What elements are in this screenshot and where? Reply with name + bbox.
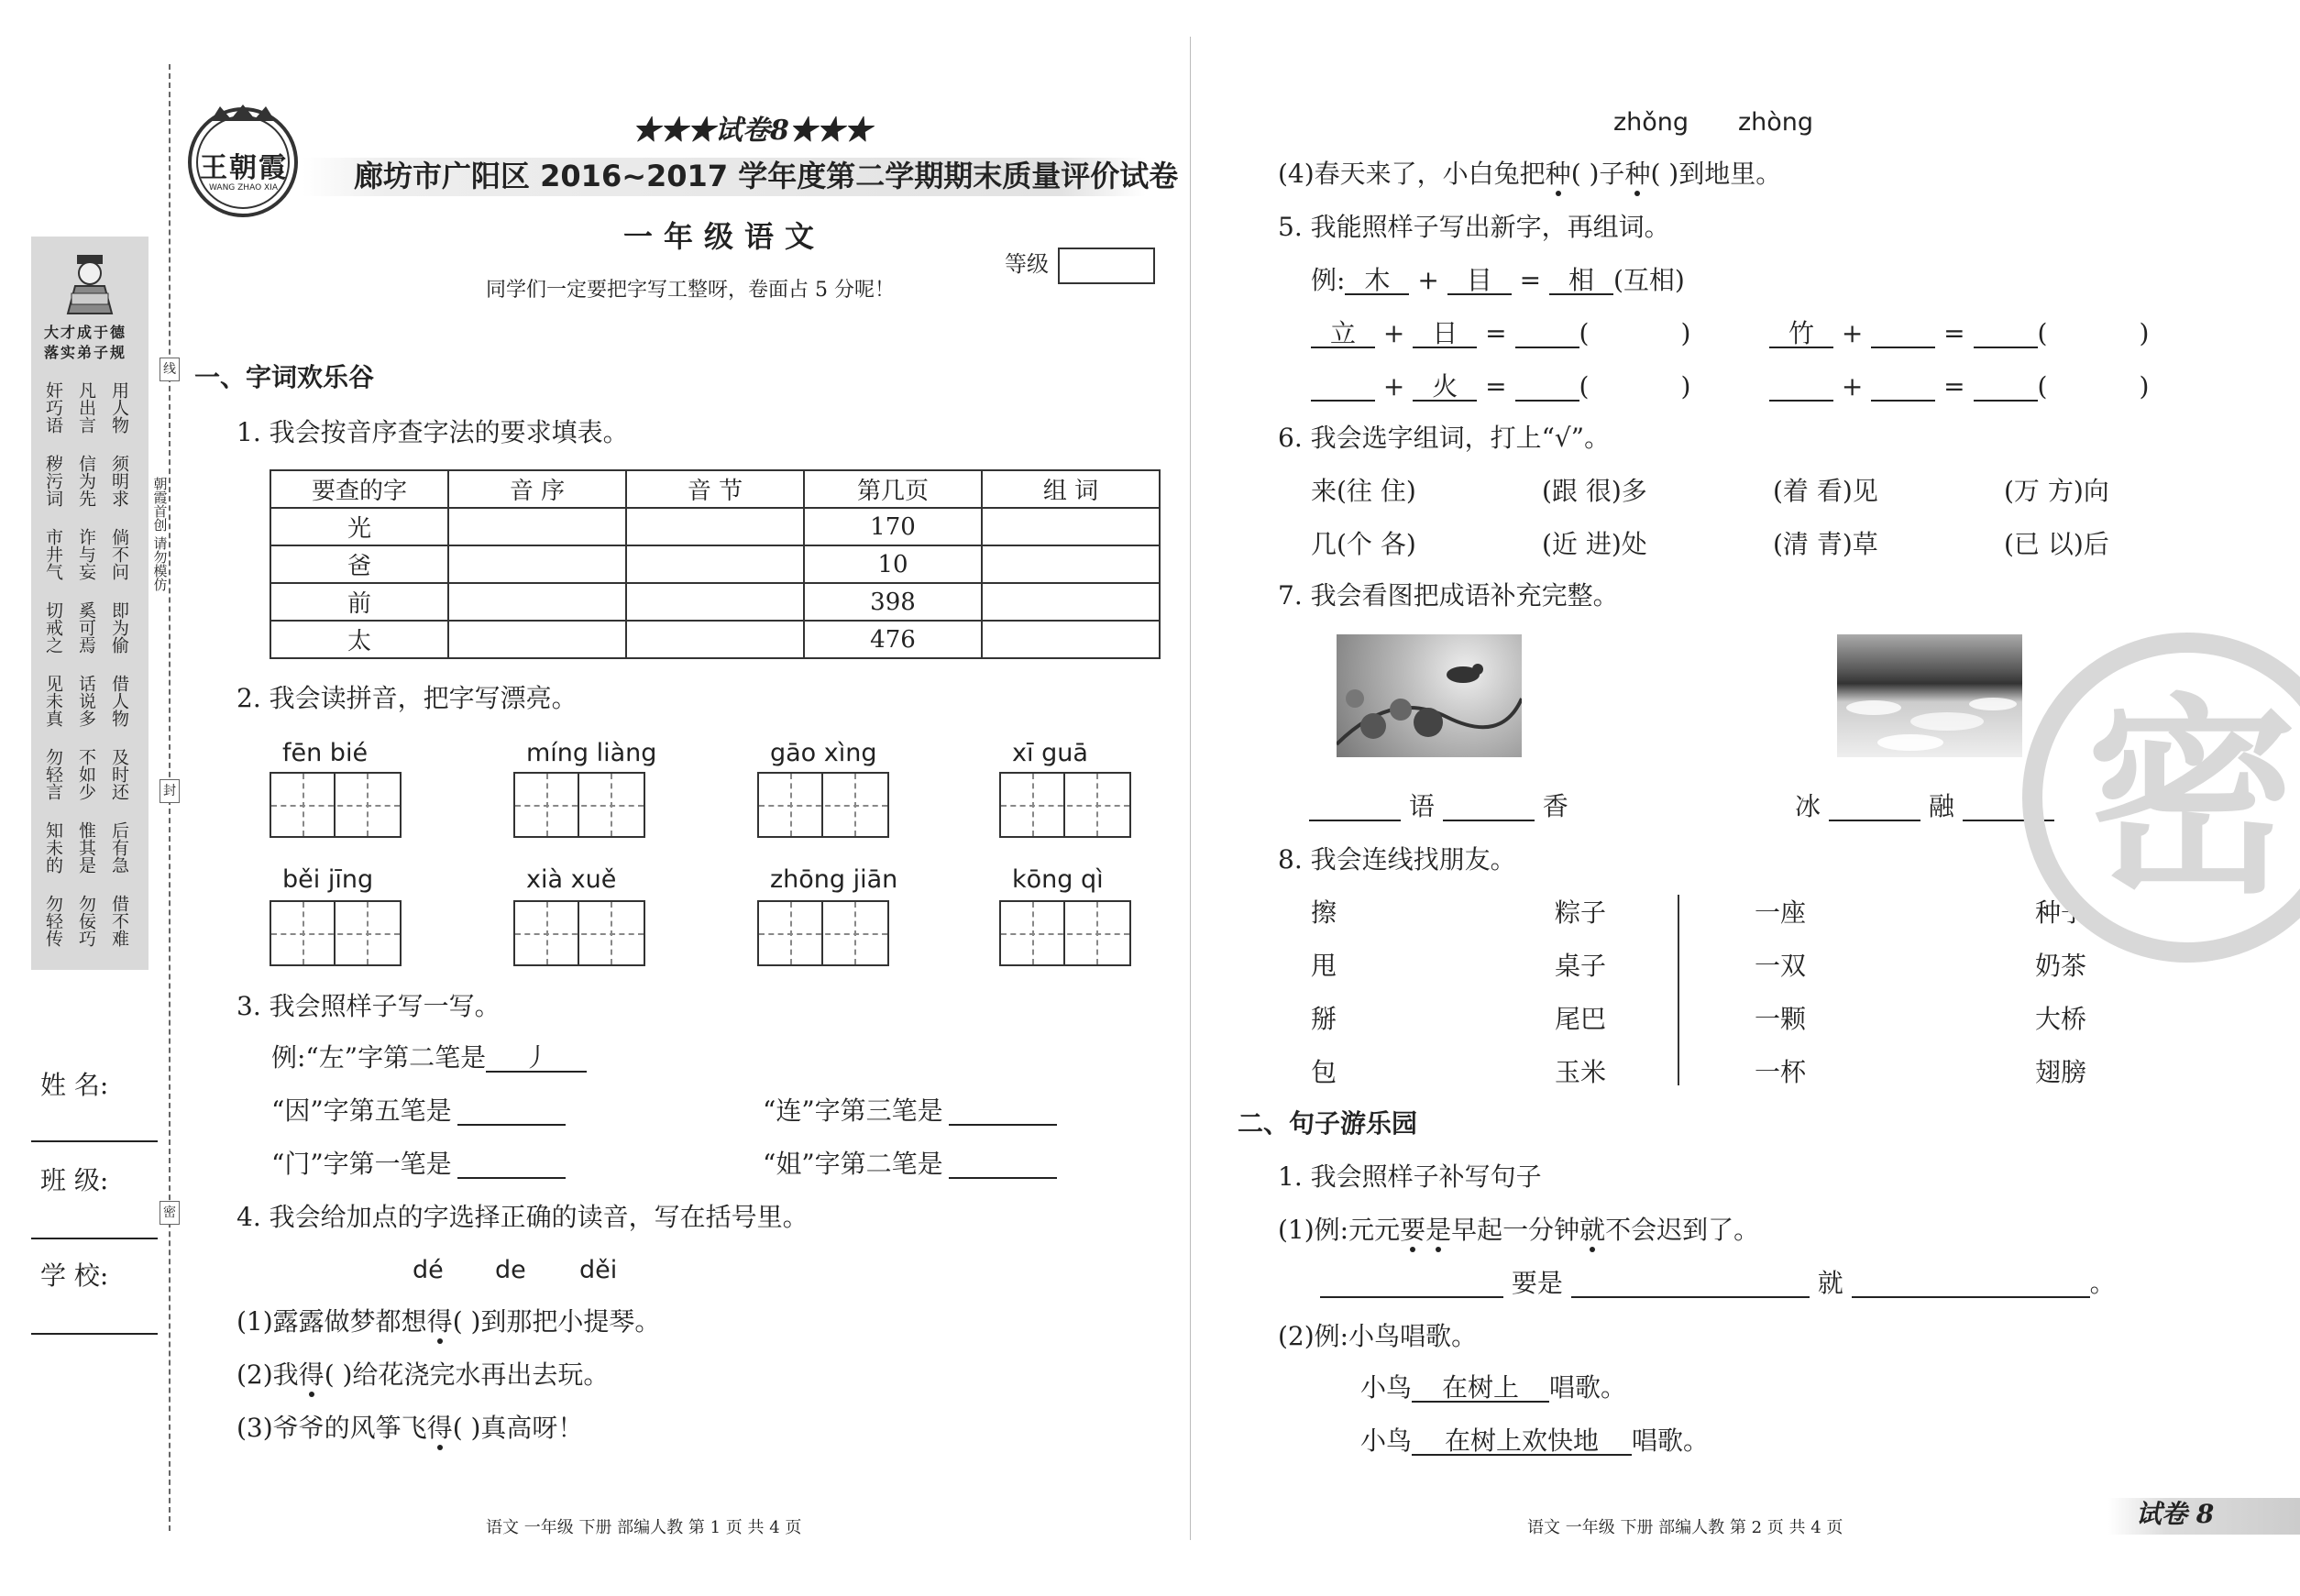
q4-item-2 bbox=[237, 1359, 610, 1390]
table-cell: 光 bbox=[270, 508, 448, 545]
paper-tag: ★★★试卷8★★★ bbox=[633, 115, 872, 147]
sidebar-poem-text: 惟其是 bbox=[76, 820, 96, 874]
pinyin-label: míng liàng bbox=[526, 739, 657, 767]
s1-fill-yaoshi: 要是 bbox=[1511, 1268, 1563, 1298]
sidebar-poem-text: 诈与妄 bbox=[76, 527, 96, 580]
table-cell[interactable] bbox=[626, 545, 804, 583]
q5-r2-blank[interactable] bbox=[1311, 374, 1375, 402]
s1-ex-dot-1: 要 bbox=[1400, 1215, 1426, 1245]
q4-4-pinyin-2: zhòng bbox=[1738, 108, 1814, 137]
q5-r1-answer[interactable] bbox=[1515, 321, 1579, 348]
q8-divider bbox=[1678, 895, 1679, 1085]
sidebar-poem-text: 倘不问 bbox=[109, 527, 129, 580]
q3-item-c bbox=[271, 1151, 566, 1179]
q5-ex-part2: 目 bbox=[1447, 268, 1512, 295]
q7-prompt: 7. 我会看图把成语补充完整。 bbox=[1278, 580, 1619, 611]
q5-row-2: + 火 = ( ) bbox=[1311, 374, 1690, 402]
sidebar-poem-text: 用人物 bbox=[109, 380, 129, 434]
s1-ex-mid: 早起一分钟 bbox=[1451, 1215, 1580, 1245]
table-cell: 398 bbox=[804, 583, 982, 621]
table-cell[interactable] bbox=[982, 621, 1160, 658]
q4-1-dotted-char: 得 bbox=[426, 1306, 453, 1337]
q8-match-item[interactable]: 玉米 bbox=[1555, 1057, 1607, 1087]
q5-example: 例: 木 + 目 = 相 (互相) bbox=[1311, 265, 1685, 295]
q8-prompt: 8. 我会连线找朋友。 bbox=[1278, 844, 1516, 875]
table-cell[interactable] bbox=[982, 508, 1160, 545]
q4-prompt: 4. 我会给加点的字选择正确的读音，写在括号里。 bbox=[237, 1202, 809, 1232]
s2-line-2 bbox=[1360, 1425, 1710, 1456]
q7-b-char-2: 融 bbox=[1928, 791, 1954, 821]
q4-item-3 bbox=[237, 1415, 583, 1441]
table-header-cell: 要查的字 bbox=[270, 470, 448, 508]
sidebar-poem-text: 及时还 bbox=[109, 747, 129, 800]
s1-fill-end: 。 bbox=[2089, 1268, 2116, 1298]
q6-choice[interactable]: (近 进)处 bbox=[1542, 529, 1647, 559]
sidebar-poem-text: 市井气 bbox=[43, 527, 63, 580]
sidebar-poem-text: 奸巧语 bbox=[43, 380, 63, 434]
q7-a-blank-2[interactable] bbox=[1443, 794, 1535, 821]
table-cell: 476 bbox=[804, 621, 982, 658]
q8-match-item[interactable]: 桌子 bbox=[1555, 951, 1607, 981]
q3-a-blank[interactable] bbox=[457, 1098, 566, 1126]
q8-match-item[interactable]: 尾巴 bbox=[1555, 1004, 1607, 1034]
q3-item-a bbox=[271, 1095, 566, 1126]
q4-1-text: (1)露露做梦都想 bbox=[237, 1306, 427, 1337]
sidebar-poem-text: 见未真 bbox=[43, 674, 63, 727]
q7-a-char-2: 香 bbox=[1542, 791, 1568, 821]
header-note: 同学们一定要把字写工整呀，卷面占 5 分呢！ bbox=[486, 279, 895, 302]
writing-grid[interactable] bbox=[999, 900, 1131, 966]
name-field[interactable] bbox=[31, 1140, 158, 1142]
sidebar-poem-text: 后有急 bbox=[109, 820, 129, 874]
grade-box[interactable] bbox=[1058, 248, 1155, 284]
q3-example-text: 例:“左”字第二笔是 bbox=[271, 1042, 487, 1073]
q3-b-text: “连”字第三笔是 bbox=[763, 1095, 943, 1126]
class-label: 班 级: bbox=[40, 1165, 109, 1195]
q7-idiom-b bbox=[1795, 791, 2054, 821]
s2-example: (2)例:小鸟唱歌。 bbox=[1278, 1321, 1478, 1351]
s1-ex-text: (1)例:元元 bbox=[1278, 1215, 1401, 1245]
q7-idiom-a bbox=[1309, 791, 1568, 821]
s1-prompt: 1. 我会照样子补写句子 bbox=[1278, 1161, 1542, 1192]
q8-match-item[interactable]: 奶茶 bbox=[2035, 951, 2087, 981]
q5-r1b-given: 竹 bbox=[1769, 321, 1833, 348]
q2-prompt: 2. 我会读拼音，把字写漂亮。 bbox=[237, 683, 578, 713]
table-cell[interactable] bbox=[982, 583, 1160, 621]
sidebar-poem-text: 勿轻传 bbox=[43, 894, 63, 947]
table-cell: 170 bbox=[804, 508, 982, 545]
school-field[interactable] bbox=[31, 1333, 158, 1335]
q7-a-char-1: 语 bbox=[1408, 791, 1435, 821]
s1-blank-1[interactable] bbox=[1320, 1271, 1503, 1298]
sidebar-poem-text: 须明求 bbox=[109, 454, 129, 507]
scholar-illustration bbox=[51, 249, 128, 319]
sidebar-poem-text: 勿佞巧 bbox=[76, 894, 96, 947]
table-cell[interactable] bbox=[448, 508, 626, 545]
sidebar-poem-text: 切戒之 bbox=[43, 600, 63, 654]
sidebar-poem-text: 知未的 bbox=[43, 820, 63, 874]
q8-match-item[interactable]: 一座 bbox=[1755, 897, 1807, 928]
secret-stamp-char: 密 bbox=[2086, 677, 2298, 922]
sidebar-poem-text: 信为先 bbox=[76, 454, 96, 507]
q3-c-blank[interactable] bbox=[457, 1151, 566, 1179]
q4-3-text: (3)爷爷的风筝飞 bbox=[237, 1413, 427, 1443]
class-field[interactable] bbox=[31, 1238, 158, 1239]
cut-mark: 线 bbox=[160, 358, 180, 381]
writing-grid[interactable] bbox=[270, 772, 402, 838]
table-cell: 10 bbox=[804, 545, 982, 583]
section-1-heading: 一、字词欢乐谷 bbox=[194, 362, 375, 392]
poem-columns bbox=[31, 372, 149, 959]
grade-label: 等级 bbox=[1005, 251, 1049, 277]
table-header-cell: 组 词 bbox=[982, 470, 1160, 508]
sidebar-panel bbox=[31, 237, 149, 970]
table-cell[interactable] bbox=[982, 545, 1160, 583]
q4-option-de: de bbox=[495, 1256, 526, 1284]
sidebar-poem-text: 不如少 bbox=[76, 747, 96, 800]
s2-l2-end: 唱歌。 bbox=[1632, 1425, 1710, 1456]
q6-choice[interactable]: 来(往 住) bbox=[1311, 476, 1416, 506]
pinyin-label: fēn bié bbox=[282, 739, 369, 767]
q8-match-item[interactable]: 擦 bbox=[1311, 897, 1337, 928]
table-header-cell: 音 序 bbox=[448, 470, 626, 508]
q5-ex-result: 相 bbox=[1549, 268, 1613, 295]
q8-match-item[interactable]: 甩 bbox=[1311, 951, 1337, 981]
q5-ex-part1: 木 bbox=[1345, 268, 1409, 295]
q7-b-char-1: 冰 bbox=[1795, 791, 1821, 821]
s2-l1-middle: 在树上 bbox=[1412, 1375, 1549, 1403]
bird-on-flowers-photo bbox=[1337, 634, 1522, 757]
q4-4-pinyin-1: zhǒng bbox=[1613, 108, 1689, 137]
q5-example-label: 例: bbox=[1311, 265, 1346, 295]
right-footer: 语文 一年级 下册 部编人教 第 2 页 共 4 页 bbox=[1527, 1518, 1843, 1537]
q4-4-dotted-char-1: 种 bbox=[1545, 159, 1571, 189]
lookup-table bbox=[270, 469, 1161, 659]
q3-d-blank[interactable] bbox=[949, 1151, 1057, 1179]
sidebar-poem-text: 借人物 bbox=[109, 674, 129, 727]
pinyin-label: běi jīng bbox=[282, 865, 374, 894]
q7-b-blank-1[interactable] bbox=[1829, 794, 1920, 821]
q4-3-rest: ( )真高呀！ bbox=[452, 1413, 584, 1443]
q4-4-text: (4)春天来了，小白兔把 bbox=[1278, 159, 1546, 189]
q5-row-1b: 竹 + = ( ) bbox=[1769, 321, 2149, 348]
writing-grid[interactable] bbox=[513, 900, 645, 966]
notice-text: 朝霞首创 请勿模仿 bbox=[151, 477, 169, 591]
q5-row-2b: + = ( ) bbox=[1769, 374, 2149, 402]
sidebar-poem-text: 借不难 bbox=[109, 894, 129, 947]
q6-choice[interactable]: (跟 很)多 bbox=[1542, 476, 1647, 506]
s1-example bbox=[1278, 1217, 1759, 1243]
table-header-cell: 第几页 bbox=[804, 470, 982, 508]
writing-grid[interactable] bbox=[999, 772, 1131, 838]
q3-b-blank[interactable] bbox=[949, 1098, 1057, 1126]
q5-r2b-blank-2[interactable] bbox=[1871, 374, 1935, 402]
q5-ex-word: (互相) bbox=[1612, 265, 1685, 295]
s1-ex-dot-3: 就 bbox=[1579, 1215, 1606, 1245]
name-label: 姓 名: bbox=[40, 1070, 109, 1100]
q8-match-item[interactable]: 一杯 bbox=[1755, 1057, 1807, 1087]
q4-2-rest: ( )给花浇完水再出去玩。 bbox=[324, 1359, 610, 1390]
s1-ex-dot-2: 是 bbox=[1425, 1215, 1452, 1245]
q6-choice[interactable]: (已 以)后 bbox=[2004, 529, 2109, 559]
pinyin-label: xià xuě bbox=[526, 865, 617, 894]
q3-prompt: 3. 我会照样子写一写。 bbox=[237, 991, 501, 1021]
motto-1: 大才成于德 bbox=[44, 324, 127, 341]
q4-option-dei: děi bbox=[579, 1256, 618, 1284]
s2-line-1 bbox=[1360, 1372, 1627, 1403]
sidebar-poem-text: 凡出言 bbox=[76, 380, 96, 434]
table-cell: 前 bbox=[270, 583, 448, 621]
writing-grid[interactable] bbox=[270, 900, 402, 966]
subject-title: 一年级语文 bbox=[623, 219, 826, 254]
page-divider bbox=[1190, 37, 1191, 1540]
q5-r2-given: 火 bbox=[1413, 374, 1477, 402]
q5-prompt: 5. 我能照样子写出新字，再组词。 bbox=[1278, 212, 1670, 242]
logo-subtext: WANG ZHAO XIA bbox=[209, 183, 278, 193]
table-row bbox=[270, 545, 1160, 583]
q8-match-item[interactable]: 大桥 bbox=[2035, 1004, 2087, 1034]
cut-mark: 密 bbox=[160, 1201, 180, 1225]
q5-r1b-blank[interactable] bbox=[1871, 321, 1935, 348]
q8-match-item[interactable]: 一双 bbox=[1755, 951, 1807, 981]
q1-prompt: 1. 我会按音序查字法的要求填表。 bbox=[237, 417, 629, 447]
pinyin-label: xī guā bbox=[1012, 739, 1088, 767]
table-cell[interactable] bbox=[448, 583, 626, 621]
table-cell[interactable] bbox=[448, 621, 626, 658]
writing-grid[interactable] bbox=[513, 772, 645, 838]
s1-blank-3[interactable] bbox=[1852, 1271, 2090, 1298]
q4-4-rest: ( )到地里。 bbox=[1650, 159, 1782, 189]
writing-grid[interactable] bbox=[757, 900, 889, 966]
q8-match-item[interactable]: 翅膀 bbox=[2035, 1057, 2087, 1087]
sidebar-poem-text: 勿轻言 bbox=[43, 747, 63, 800]
q3-a-text: “因”字第五笔是 bbox=[271, 1095, 452, 1126]
logo-text: 王朝霞 bbox=[200, 152, 288, 184]
notice-vertical bbox=[150, 477, 169, 596]
table-cell: 爸 bbox=[270, 545, 448, 583]
q4-1-rest: ( )到那把小提琴。 bbox=[452, 1306, 661, 1337]
pinyin-label: zhōng jiān bbox=[770, 865, 898, 894]
motto-2: 落实弟子规 bbox=[44, 344, 127, 361]
q3-example-answer: 丿 bbox=[486, 1045, 587, 1073]
s2-l2-subject: 小鸟 bbox=[1360, 1425, 1413, 1456]
q6-choice[interactable]: 几(个 各) bbox=[1311, 529, 1416, 559]
q3-item-b bbox=[763, 1095, 1057, 1126]
corner-tag: 试卷 8 bbox=[2136, 1499, 2215, 1529]
q4-item-4 bbox=[1278, 161, 1781, 187]
q5-r2b-answer[interactable] bbox=[1974, 374, 2038, 402]
melting-ice-photo bbox=[1837, 634, 2022, 757]
q4-item-1 bbox=[237, 1306, 661, 1337]
pinyin-label: gāo xìng bbox=[770, 739, 877, 767]
s2-l2-middle: 在树上欢快地 bbox=[1412, 1428, 1632, 1456]
table-row bbox=[270, 508, 1160, 545]
q5-r1-given-2: 日 bbox=[1413, 321, 1477, 348]
cut-mark: 封 bbox=[160, 779, 180, 803]
q4-option-de2: dé bbox=[413, 1256, 444, 1284]
q8-match-item[interactable]: 一颗 bbox=[1755, 1004, 1807, 1034]
table-cell[interactable] bbox=[626, 583, 804, 621]
table-header-cell: 音 节 bbox=[626, 470, 804, 508]
q8-match-item[interactable]: 掰 bbox=[1311, 1004, 1337, 1034]
table-cell[interactable] bbox=[448, 545, 626, 583]
s1-blank-2[interactable] bbox=[1571, 1271, 1810, 1298]
q5-r2-answer[interactable] bbox=[1515, 374, 1579, 402]
q7-a-blank-1[interactable] bbox=[1309, 794, 1401, 821]
pinyin-label: kōng qì bbox=[1012, 865, 1104, 894]
q8-match-item[interactable]: 种子 bbox=[2035, 897, 2087, 928]
q4-2-text: (2)我 bbox=[237, 1359, 299, 1390]
q3-c-text: “门”字第一笔是 bbox=[271, 1149, 452, 1179]
q4-4-dotted-char-2: 种 bbox=[1624, 159, 1651, 189]
s1-ex-rest: 不会迟到了。 bbox=[1605, 1215, 1760, 1245]
sidebar-poem-text: 秽污词 bbox=[43, 454, 63, 507]
q3-d-text: “姐”字第二笔是 bbox=[763, 1149, 943, 1179]
q5-r1b-answer[interactable] bbox=[1974, 321, 2038, 348]
q8-match-item[interactable]: 包 bbox=[1311, 1057, 1337, 1087]
sidebar-poem-text: 即为偷 bbox=[109, 600, 129, 654]
q6-choice[interactable]: (着 看)见 bbox=[1773, 476, 1878, 506]
section-2-heading: 二、句子游乐园 bbox=[1238, 1108, 1418, 1139]
s2-l1-end: 唱歌。 bbox=[1549, 1372, 1627, 1403]
table-cell: 太 bbox=[270, 621, 448, 658]
exam-title: 廊坊市广阳区 2016~2017 学年度第二学期期末质量评价试卷 bbox=[354, 159, 1179, 193]
table-cell[interactable] bbox=[626, 621, 804, 658]
writing-grid[interactable] bbox=[757, 772, 889, 838]
q6-choice[interactable]: (万 方)向 bbox=[2004, 476, 2109, 506]
sidebar-poem-text: 话说多 bbox=[76, 674, 96, 727]
q4-2-dotted-char: 得 bbox=[298, 1359, 325, 1390]
q5-row-1: 立 + 日 = ( ) bbox=[1311, 321, 1690, 348]
q6-prompt: 6. 我会选字组词，打上“√”。 bbox=[1278, 423, 1611, 453]
table-row bbox=[270, 621, 1160, 658]
table-row bbox=[270, 583, 1160, 621]
sidebar-poem-text: 奚可焉 bbox=[76, 600, 96, 654]
q5-r1-given-1: 立 bbox=[1311, 321, 1375, 348]
q4-4-mid: ( )子 bbox=[1570, 159, 1625, 189]
q8-match-item[interactable]: 粽子 bbox=[1555, 897, 1607, 928]
q5-r2b-blank-1[interactable] bbox=[1769, 374, 1833, 402]
s1-fill-jiu: 就 bbox=[1817, 1268, 1843, 1298]
q3-item-d bbox=[763, 1151, 1057, 1179]
s1-fill-line bbox=[1320, 1268, 2116, 1298]
table-cell[interactable] bbox=[626, 508, 804, 545]
school-label: 学 校: bbox=[40, 1260, 109, 1291]
q3-example bbox=[271, 1042, 587, 1073]
s2-l1-subject: 小鸟 bbox=[1360, 1372, 1413, 1403]
q6-choice[interactable]: (清 青)草 bbox=[1773, 529, 1878, 559]
left-footer: 语文 一年级 下册 部编人教 第 1 页 共 4 页 bbox=[486, 1518, 802, 1537]
q4-3-dotted-char: 得 bbox=[426, 1413, 453, 1443]
